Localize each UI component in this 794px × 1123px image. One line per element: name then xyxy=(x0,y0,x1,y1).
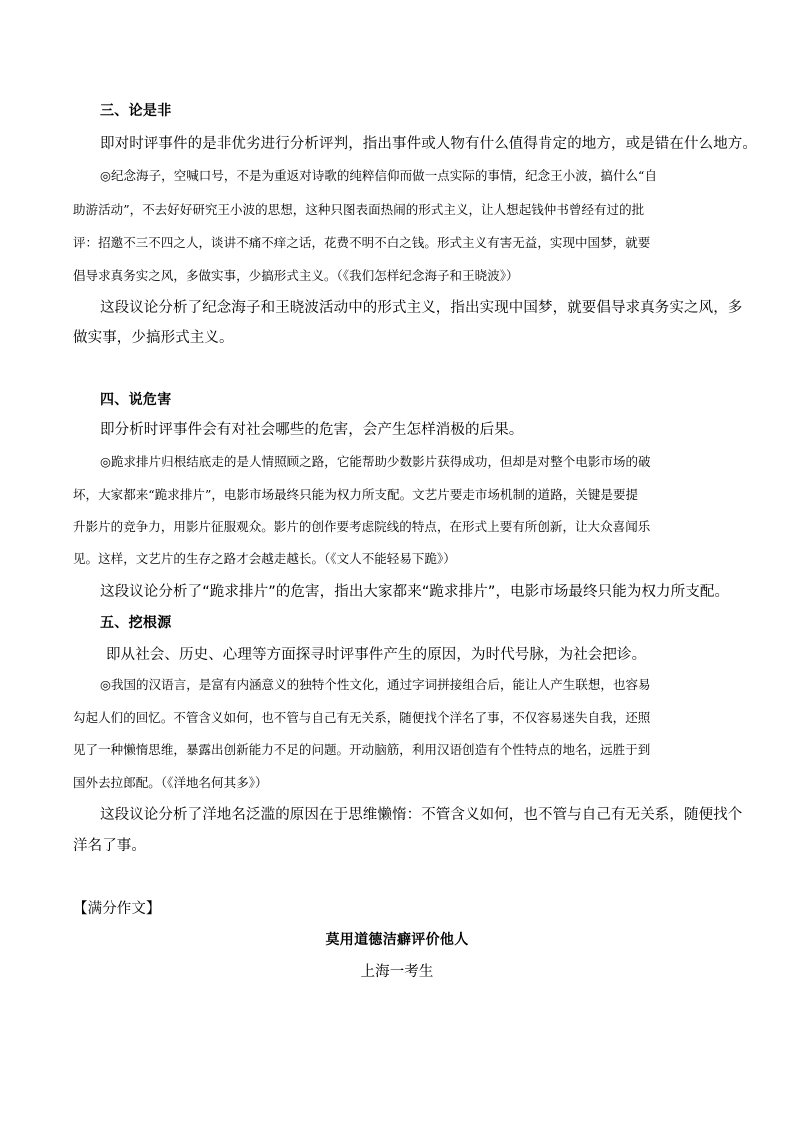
section4-definition: 即分析时评事件会有对社会哪些的危害，会产生怎样消极的后果。 xyxy=(100,422,524,438)
section5-example-line: 见了一种懒惰思维，暴露出创新能力不足的问题。开动脑筋，利用汉语创造有个性特点的地名，远胜于到 xyxy=(73,742,651,757)
section5-heading: 五、挖根源 xyxy=(100,615,172,631)
section3-definition: 即对时评事件的是非优劣进行分析评判，指出事件或人物有什么值得肯定的地方，或是错在什么地方。 xyxy=(100,136,757,152)
section5-example-line: ◎我国的汉语言，是富有内涵意义的独特个性文化，通过字词拼接组合后，能让人产生联想，也容易 xyxy=(100,677,651,692)
section3-analysis-line: 做实事，少搞形式主义。 xyxy=(73,330,234,346)
section5-example-line: 国外去拉郎配。（《洋地名何其多》） xyxy=(73,775,268,790)
section4-example-line: 见。这样，文艺片的生存之路才会越走越长。（《文人不能轻易下跪》） xyxy=(73,551,456,566)
section3-example-line: 倡导求真务实之风，多做实事，少搞形式主义。（《我们怎样纪念海子和王晓波》） xyxy=(73,268,519,283)
section4-example-line: ◎跪求排片归根结底走的是人情照顾之路，它能帮助少数影片获得成功，但却是对整个电影市场的破 xyxy=(100,454,651,469)
section3-example-line: 助游活动”，不去好好研究王小波的思想，这种只图表面热闹的形式主义，让人想起钱仲书曾经有过的批 xyxy=(73,202,645,217)
section5-example-line: 勾起人们的回忆。不管含义如何，也不管与自己有无关系，随便找个洋名了事，不仅容易迷失自我，还照 xyxy=(73,710,651,725)
section5-analysis-line: 洋名了事。 xyxy=(73,838,146,854)
section4-example-line: 坏，大家都来“跪求排片”，电影市场最终只能为权力所支配。文艺片要走市场机制的道路，关键是要提 xyxy=(73,487,639,502)
essay-title: 莫用道德洁癖评价他人 xyxy=(325,932,469,948)
essay-label: 【满分作文】 xyxy=(73,901,161,917)
section5-definition: 即从社会、历史、心理等方面探寻时评事件产生的原因，为时代号脉，为社会把诊。 xyxy=(106,647,647,663)
section3-example-line: ◎纪念海子，空喊口号，不是为重返对诗歌的纯粹信仰而做一点实际的事情，纪念王小波，搞什么“自 xyxy=(100,168,658,183)
section3-analysis-line: 这段议论分析了纪念海子和王晓波活动中的形式主义，指出实现中国梦，就要倡导求真务实之风，多 xyxy=(100,300,743,316)
section3-example-line: 评：招邀不三不四之人，谈讲不痛不痒之话，花费不明不白之钱。形式主义有害无益，实现中国梦，就要 xyxy=(73,235,651,250)
essay-author: 上海一考生 xyxy=(360,964,434,980)
section4-analysis-line: 这段议论分析了“跪求排片”的危害，指出大家都来“跪求排片”，电影市场最终只能为权力所支配。 xyxy=(100,584,730,600)
section4-example-line: 升影片的竞争力，用影片征服观众。影片的创作要考虑院线的特点，在形式上要有所创新，让大众喜闻乐 xyxy=(73,519,651,534)
section4-heading: 四、说危害 xyxy=(100,392,172,408)
section3-heading: 三、论是非 xyxy=(100,103,172,119)
section5-analysis-line: 这段议论分析了洋地名泛滥的原因在于思维懒惰：不管含义如何，也不管与自己有无关系，随便找个 xyxy=(100,807,743,823)
